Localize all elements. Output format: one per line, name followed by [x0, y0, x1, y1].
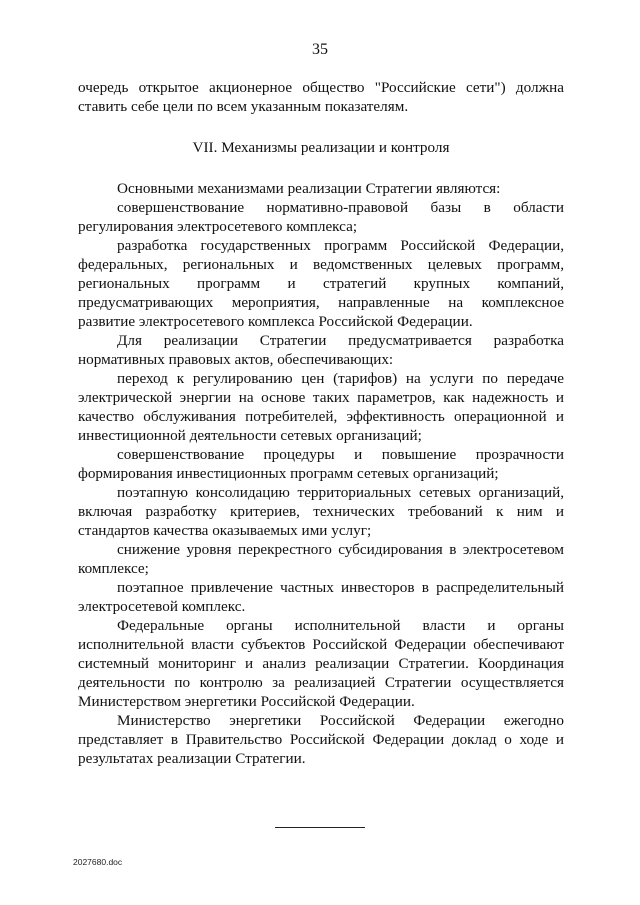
- paragraph-programs: разработка государственных программ Российской Федерации, федеральных, региональных и ведомственных целевых программ, региональных программ и стратегий крупных компаний, предусматривающих мероприятия, направленные на комплексное развитие электросетевого комплекса Российской Федерации.: [78, 237, 564, 330]
- document-body: [78, 78, 564, 768]
- paragraph-annual-report: Министерство энергетики Российской Федерации ежегодно представляет в Правительство Российской Федерации доклад о ходе и результатах реализации Стратегии.: [78, 712, 564, 767]
- paragraph-cross-subsidy: снижение уровня перекрестного субсидирования в электросетевом комплексе;: [78, 541, 564, 577]
- paragraph-private-investors: поэтапное привлечение частных инвесторов в распределительный электросетевой комплекс.: [78, 579, 564, 615]
- paragraph-mechanisms-intro: Основными механизмами реализации Стратегии являются:: [117, 180, 501, 197]
- footer-filename: 2027680.doc: [73, 857, 123, 867]
- continuation-paragraph: очередь открытое акционерное общество "Российские сети") должна ставить себе цели по всем указанным показателям.: [78, 79, 564, 115]
- paragraph-tariff-regulation: переход к регулированию цен (тарифов) на услуги по передаче электрической энергии на основе таких параметров, как надежность и качество обслуживания потребителей, эффективность операционной и инвестиционной деятельности сетевых организаций;: [78, 370, 564, 444]
- paragraph-legal-base: совершенствование нормативно-правовой базы в области регулирования электросетевого комплекса;: [78, 199, 564, 235]
- section-heading: VII. Механизмы реализации и контроля: [192, 139, 450, 156]
- paragraph-consolidation: поэтапную консолидацию территориальных сетевых организаций, включая разработку критериев, технических требований к ним и стандартов качества оказываемых ими услуг;: [78, 484, 564, 539]
- paragraph-legal-acts: Для реализации Стратегии предусматривается разработка нормативных правовых актов, обеспечивающих:: [78, 332, 564, 368]
- paragraph-monitoring: Федеральные органы исполнительной власти и органы исполнительной власти субъектов Российской Федерации обеспечивают системный мониторинг и анализ реализации Стратегии. Координация деятельности по контролю за реализацией Стратегии осуществляется Министерством энергетики Российской Федерации.: [78, 617, 564, 710]
- page-number: 35: [312, 41, 328, 58]
- paragraph-investment-transparency: совершенствование процедуры и повышение прозрачности формирования инвестиционных программ сетевых организаций;: [78, 446, 564, 482]
- section-heading-wrap: [78, 138, 564, 157]
- end-rule: [275, 827, 365, 828]
